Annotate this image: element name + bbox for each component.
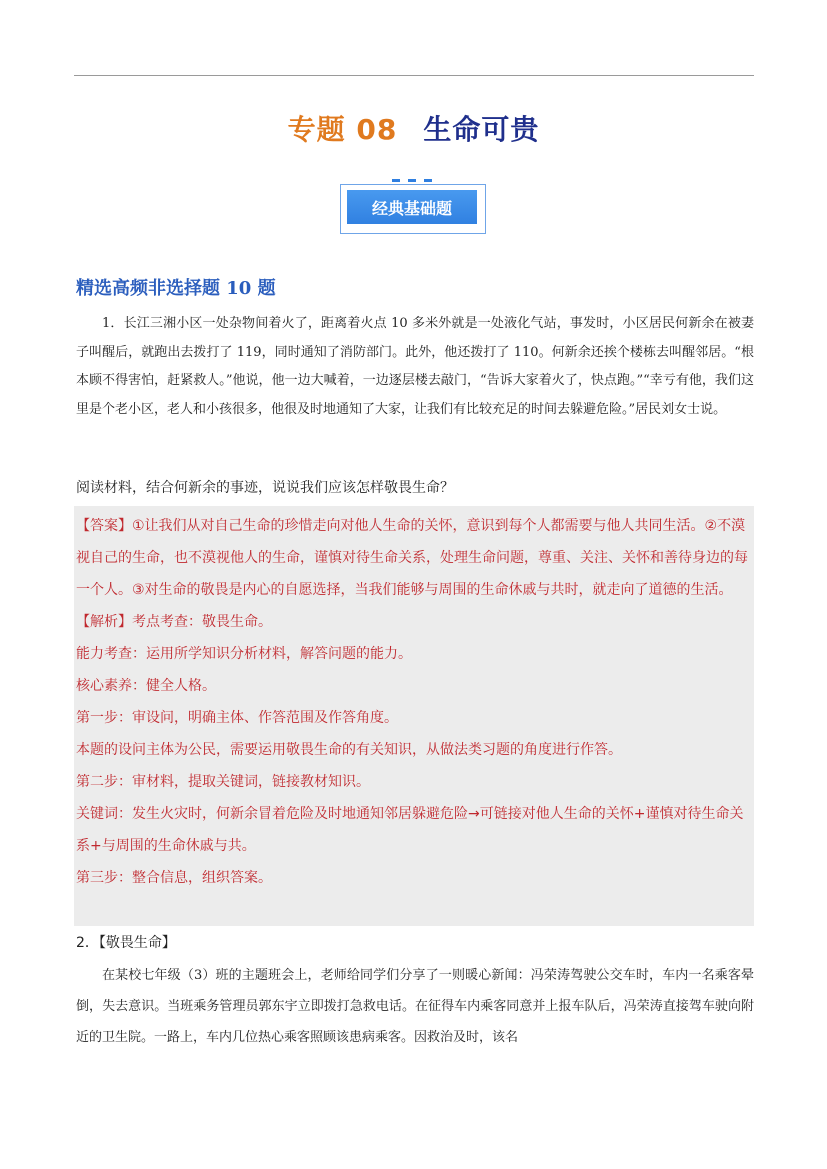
answer-line: 第三步：整合信息，组织答案。 [76,870,272,886]
answer-line: 本题的设问主体为公民，需要运用敬畏生命的有关知识，从做法类习题的角度进行作答。 [76,742,622,758]
section-heading: 精选高频非选择题 10 题 [76,278,276,299]
title-number: 专题 08 [287,113,398,146]
answer-line: 能力考查：运用所学知识分析材料，解答问题的能力。 [76,646,412,662]
header-rule [74,75,754,76]
answer-line: 第二步：审材料，提取关键词，链接教材知识。 [76,774,370,790]
answer-line: 【解析】考点考查：敬畏生命。 [76,614,272,630]
answer-line: 【答案】①让我们从对自己生命的珍惜走向对他人生命的关怀，意识到每个人都需要与他人共同生活。②不漠视自己的生命，也不漠视他人的生命，谨慎对待生命关系，处理生命问题，尊重、关注、关怀和善待身边的每一个人。③对生命的敬畏是内心的自愿选择，当我们能够与周围的生命休戚与共时，就走向了道德的生活。 [76,518,748,598]
q2-material: 在某校七年级（3）班的主题班会上，老师给同学们分享了一则暖心新闻：冯荣涛驾驶公交车时，车内一名乘客晕倒，失去意识。当班乘务管理员郭东宇立即拨打急救电话。在征得车内乘客同意并上报车队后，冯荣涛直接驾车驶向附近的卫生院。一路上，车内几位热心乘客照顾该患病乘客。因救治及时，该名 [76,968,754,1045]
answer-text [76,510,752,894]
page-title [0,108,827,148]
answer-line: 核心素养：健全人格。 [76,678,216,694]
badge-decoration [392,179,432,183]
answer-panel [74,506,754,926]
q2-title: 2．【敬畏生命】 [76,935,176,951]
answer-line: 第一步：审设问，明确主体、作答范围及作答角度。 [76,710,398,726]
answer-line: 关键词：发生火灾时，何新余冒着危险及时地通知邻居躲避危险→可链接对他人生命的关怀+谨慎对待生命关系+与周围的生命休戚与共。 [76,806,744,854]
badge [336,182,490,236]
title-name: 生命可贵 [423,113,540,146]
q1-material: 1．长江三湘小区一处杂物间着火了，距离着火点 10 多米外就是一处液化气站，事发时，小区居民何新余在被妻子叫醒后，就跑出去拨打了 119，同时通知了消防部门。此外，他还拨打了 110。何新余还挨个楼栋去叫醒邻居。“根本顾不得害怕，赶紧救人。”他说，他一边大喊着，一边逐层楼去敲门，“告诉大家着火了，快点跑。”“幸亏有他，我们这里是个老小区，老人和小孩很多，他很及时地通知了大家，让我们有比较充足的时间去躲避危险。”居民刘女士说。 [76,316,754,417]
badge-label: 经典基础题 [345,188,479,226]
q1-question: 阅读材料，结合何新余的事迹，说说我们应该怎样敬畏生命？ [76,480,454,496]
